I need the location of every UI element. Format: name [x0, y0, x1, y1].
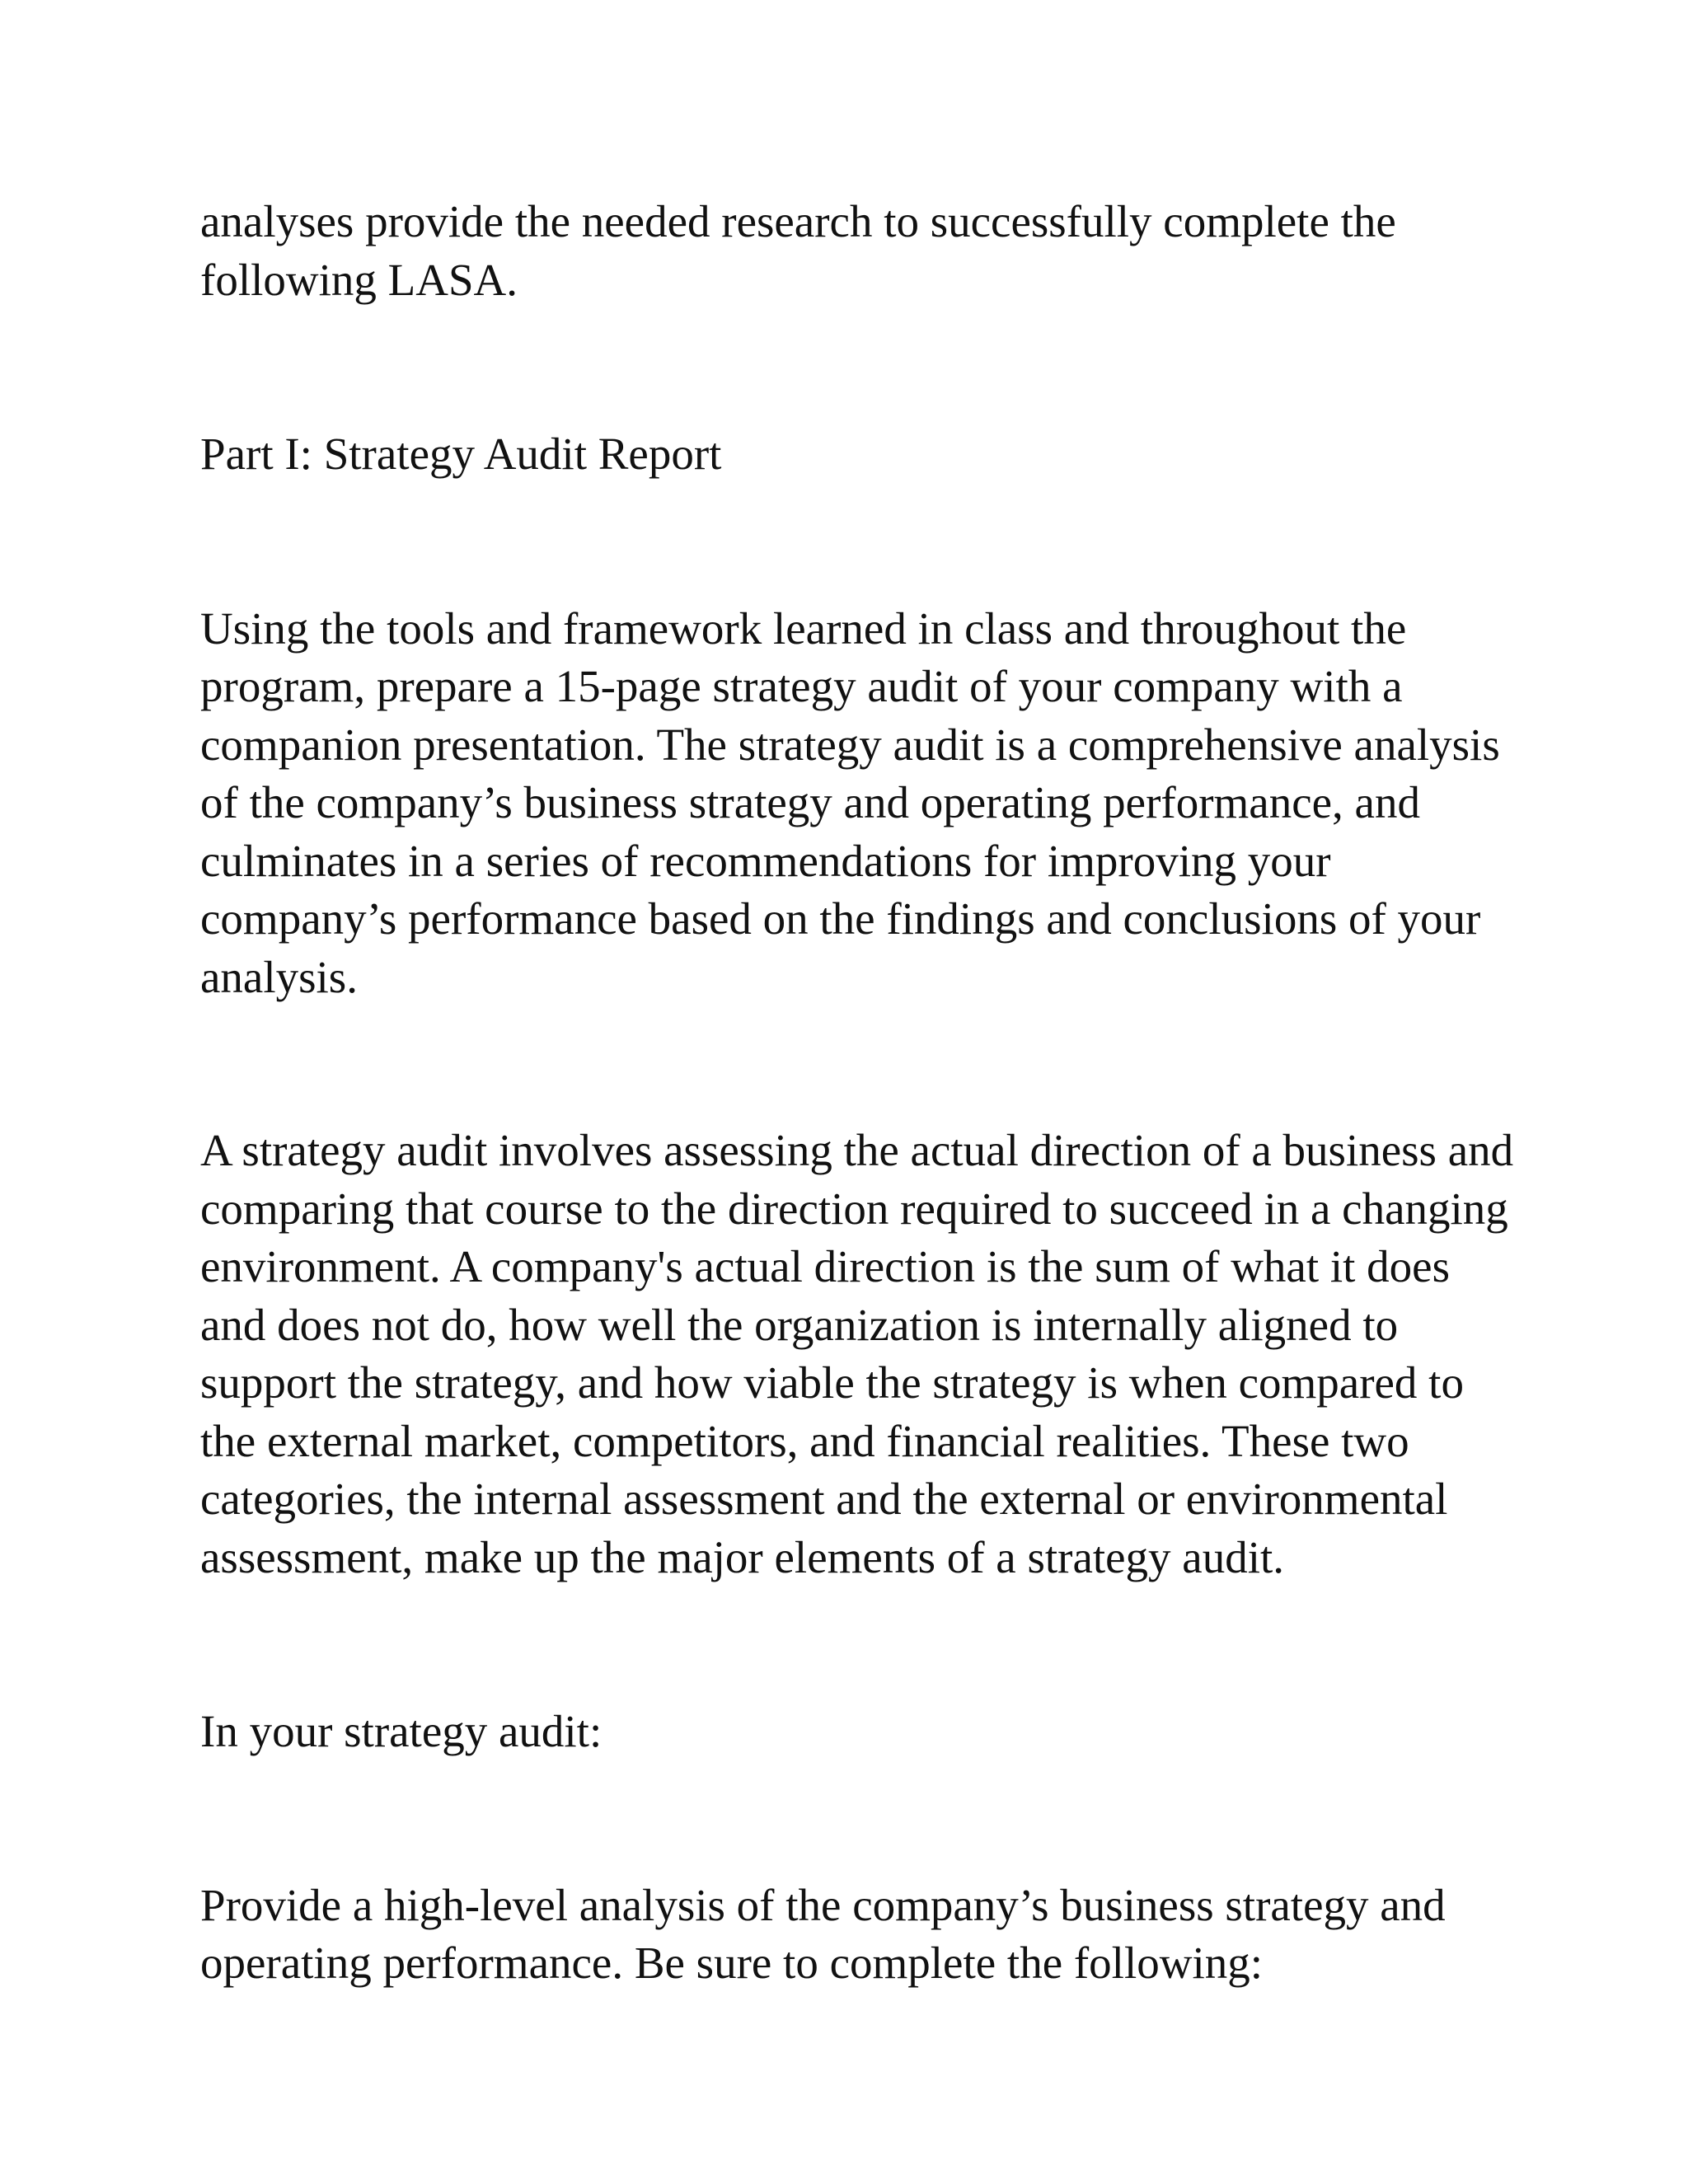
- audit-intro-line: In your strategy audit:: [200, 1706, 603, 1756]
- section-heading: Part I: Strategy Audit Report: [200, 429, 722, 479]
- definition-paragraph: A strategy audit involves assessing the actual direction of a business and comparing that course to the direction required to succeed in a changing environment. A company's actual direction is the sum of what it does and does not do, how well the organization is internally aligned to support the strategy, and how viable the strategy is when compared to the external market, competitors, and financial realities. These two categories, the internal assessment and the external or environmental assessment, make up the major elements of a strategy audit.: [200, 1125, 1514, 1582]
- document-body: [200, 193, 1560, 1993]
- task-paragraph: Provide a high-level analysis of the company’s business strategy and operating performance. Be sure to complete the following:: [200, 1879, 1446, 1988]
- intro-paragraph: analyses provide the needed research to successfully complete the following LASA.: [200, 196, 1396, 305]
- instructions-paragraph: Using the tools and framework learned in class and throughout the program, prepare a 15-page strategy audit of your company with a companion presentation. The strategy audit is a comprehensive analysis of the company’s business strategy and operating performance, and culminates in a series of recommendations for improving your company’s performance based on the findings and conclusions of your analysis.: [200, 602, 1500, 1002]
